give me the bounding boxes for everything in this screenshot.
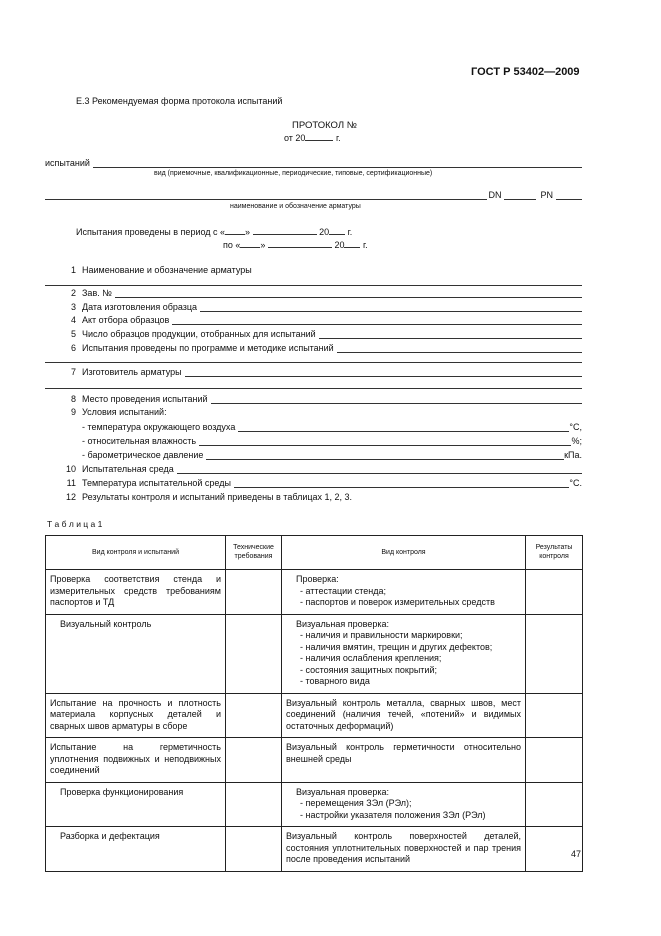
period-to xyxy=(223,239,368,250)
list-item: - наличия ослабления крепления; xyxy=(296,653,521,665)
period-from xyxy=(76,226,352,237)
period-from-mid: » xyxy=(245,227,251,237)
period-to-g: г. xyxy=(362,240,368,250)
item-6-field-extra[interactable] xyxy=(45,362,582,363)
row-control: Визуальный контроль металла, сварных швов, мест соединений (наличия течей, «потений» и видимых остаточных деформаций) xyxy=(282,693,526,738)
table-row xyxy=(46,827,583,872)
period-to-mid: » xyxy=(260,240,266,250)
dn-field[interactable] xyxy=(504,191,536,200)
item-num: 10 xyxy=(65,464,76,474)
item-10-field[interactable] xyxy=(177,465,582,474)
period-to-year: 20 xyxy=(334,240,345,250)
condition-label: - температура окружающего воздуха xyxy=(82,422,236,432)
item-6-field[interactable] xyxy=(337,344,582,353)
row-requirements[interactable] xyxy=(226,570,282,615)
list-item: - перемещения ЗЭл (РЭл); xyxy=(296,798,521,810)
item-num: 2 xyxy=(70,288,76,298)
control-list xyxy=(296,798,521,821)
item-8-field[interactable] xyxy=(211,395,582,404)
table-row xyxy=(46,693,583,738)
table-row xyxy=(46,570,583,615)
item-num: 6 xyxy=(70,343,76,353)
item-label: Акт отбора образцов xyxy=(82,315,170,325)
item-7-field-extra[interactable] xyxy=(45,388,582,389)
item-9 xyxy=(62,407,167,417)
header-results: Результаты контроля xyxy=(526,536,583,570)
control-title: Проверка: xyxy=(296,574,339,584)
row-type: Испытание на герметичность уплотнения подвижных и неподвижных соединений xyxy=(46,738,226,783)
item-10 xyxy=(62,464,582,474)
period-from-label: Испытания проведены в период с « xyxy=(76,227,226,237)
pn-field[interactable] xyxy=(556,191,582,200)
table-row xyxy=(46,738,583,783)
control-title: Визуальная проверка: xyxy=(296,786,389,797)
item-1-field[interactable] xyxy=(45,285,582,286)
period-to-label: по « xyxy=(223,240,241,250)
list-item: - паспортов и поверок измерительных средств xyxy=(296,597,521,609)
condition-pressure-field[interactable] xyxy=(206,451,564,460)
item-num: 11 xyxy=(66,478,76,488)
row-requirements[interactable] xyxy=(226,693,282,738)
condition-pressure xyxy=(82,450,582,460)
item-2 xyxy=(62,288,582,298)
list-item: - состояния защитных покрытий; xyxy=(296,665,521,677)
list-item: - наличия вмятин, трещин и других дефектов; xyxy=(296,642,521,654)
item-label: Изготовитель арматуры xyxy=(82,367,182,377)
row-control xyxy=(282,570,526,615)
item-4-field[interactable] xyxy=(172,316,582,325)
date-suffix: г. xyxy=(335,133,341,143)
item-4 xyxy=(62,315,582,325)
condition-label: - барометрическое давление xyxy=(82,450,204,460)
table-row xyxy=(46,614,583,693)
tests-kind-row xyxy=(45,158,582,168)
item-1 xyxy=(62,265,252,275)
condition-humidity-field[interactable] xyxy=(199,437,571,446)
header-type: Вид контроля и испытаний xyxy=(46,536,226,570)
control-title: Визуальная проверка: xyxy=(296,618,389,629)
item-num: 8 xyxy=(70,394,76,404)
row-requirements[interactable] xyxy=(226,738,282,783)
item-num: 12 xyxy=(65,492,76,502)
period-from-g: г. xyxy=(347,227,353,237)
condition-temperature xyxy=(82,422,582,432)
row-control: Визуальный контроль герметичности относительно внешней среды xyxy=(282,738,526,783)
row-results[interactable] xyxy=(526,570,583,615)
row-type: Проверка функционирования xyxy=(46,782,226,827)
item-label: Условия испытаний: xyxy=(82,407,167,417)
item-label: Место проведения испытаний xyxy=(82,394,208,404)
item-num: 1 xyxy=(70,265,76,275)
item-num: 3 xyxy=(70,302,76,312)
row-type: Проверка соответствия стенда и измерительных средств требованиям паспортов и ТД xyxy=(46,570,226,615)
item-label: Испытательная среда xyxy=(82,464,174,474)
standard-code: ГОСТ Р 53402—2009 xyxy=(471,66,580,78)
condition-temperature-field[interactable] xyxy=(238,423,569,432)
tests-kind-caption: вид (приемочные, квалификационные, периодические, типовые, сертификационные) xyxy=(154,170,433,177)
item-num: 4 xyxy=(70,315,76,325)
row-results[interactable] xyxy=(526,614,583,693)
row-type: Испытание на прочность и плотность материала корпусных деталей и сварных швов арматуры в сборе xyxy=(46,693,226,738)
item-7-field[interactable] xyxy=(185,368,582,377)
list-item: - товарного вида xyxy=(296,676,521,688)
date-prefix: от 20 xyxy=(284,133,306,143)
protocol-title: ПРОТОКОЛ № xyxy=(292,120,357,131)
row-requirements[interactable] xyxy=(226,827,282,872)
item-12 xyxy=(62,492,352,502)
item-label: Наименование и обозначение арматуры xyxy=(82,265,252,275)
item-num: 7 xyxy=(70,367,76,377)
list-item: - наличия и правильности маркировки; xyxy=(296,630,521,642)
condition-unit: %; xyxy=(571,436,582,446)
control-list xyxy=(296,630,521,688)
item-11 xyxy=(62,478,582,488)
row-results[interactable] xyxy=(526,738,583,783)
item-3-field[interactable] xyxy=(200,303,582,312)
page-number: 47 xyxy=(571,849,582,859)
item-label: Результаты контроля и испытаний приведены в таблицах 1, 2, 3. xyxy=(82,492,353,502)
header-requirements: Технические требования xyxy=(226,536,282,570)
list-item: - настройки указателя положения ЗЭл (РЭл) xyxy=(296,810,521,822)
fitting-caption: наименование и обозначение арматуры xyxy=(230,203,361,210)
item-6 xyxy=(62,343,582,353)
list-item: - аттестации стенда; xyxy=(296,586,521,598)
item-7 xyxy=(62,367,582,377)
item-num: 9 xyxy=(70,407,76,417)
condition-label: - относительная влажность xyxy=(82,436,197,446)
row-type: Визуальный контроль xyxy=(46,614,226,693)
fitting-row xyxy=(45,190,582,200)
item-11-field[interactable] xyxy=(234,479,569,488)
row-type: Разборка и дефектация xyxy=(46,827,226,872)
table-caption: Т а б л и ц а 1 xyxy=(47,519,103,529)
item-8 xyxy=(62,394,582,404)
table-row xyxy=(46,782,583,827)
tests-kind-field[interactable] xyxy=(93,159,582,168)
row-control xyxy=(282,614,526,693)
item-5 xyxy=(62,329,582,339)
item-3 xyxy=(62,302,582,312)
condition-unit: кПа. xyxy=(564,450,582,460)
row-requirements[interactable] xyxy=(226,782,282,827)
table-header-row xyxy=(46,536,583,570)
condition-unit: °С, xyxy=(569,422,582,432)
item-5-field[interactable] xyxy=(319,330,582,339)
protocol-date xyxy=(284,132,341,143)
condition-humidity xyxy=(82,436,582,446)
item-label: Температура испытательной среды xyxy=(82,478,231,488)
tests-label: испытаний xyxy=(45,158,90,168)
annex-title: Е.3 Рекомендуемая форма протокола испытаний xyxy=(76,96,283,106)
temp-unit: °С. xyxy=(569,478,582,488)
pn-label: PN xyxy=(540,190,553,200)
header-control: Вид контроля xyxy=(282,536,526,570)
fitting-field[interactable] xyxy=(45,191,487,200)
control-list xyxy=(296,586,521,609)
item-label: Зав. № xyxy=(82,288,112,298)
row-control xyxy=(282,782,526,827)
row-results[interactable] xyxy=(526,693,583,738)
period-from-year: 20 xyxy=(319,227,330,237)
item-label: Испытания проведены по программе и методике испытаний xyxy=(82,343,334,353)
dn-label: DN xyxy=(488,190,502,200)
item-2-field[interactable] xyxy=(115,289,582,298)
row-results[interactable] xyxy=(526,782,583,827)
row-requirements[interactable] xyxy=(226,614,282,693)
results-table xyxy=(45,535,583,872)
item-label: Дата изготовления образца xyxy=(82,302,198,312)
row-control: Визуальный контроль поверхностей деталей, состояния уплотнительных поверхностей и пар трения после проведения испытаний xyxy=(282,827,526,872)
item-num: 5 xyxy=(70,329,76,339)
item-label: Число образцов продукции, отобранных для испытаний xyxy=(82,329,316,339)
